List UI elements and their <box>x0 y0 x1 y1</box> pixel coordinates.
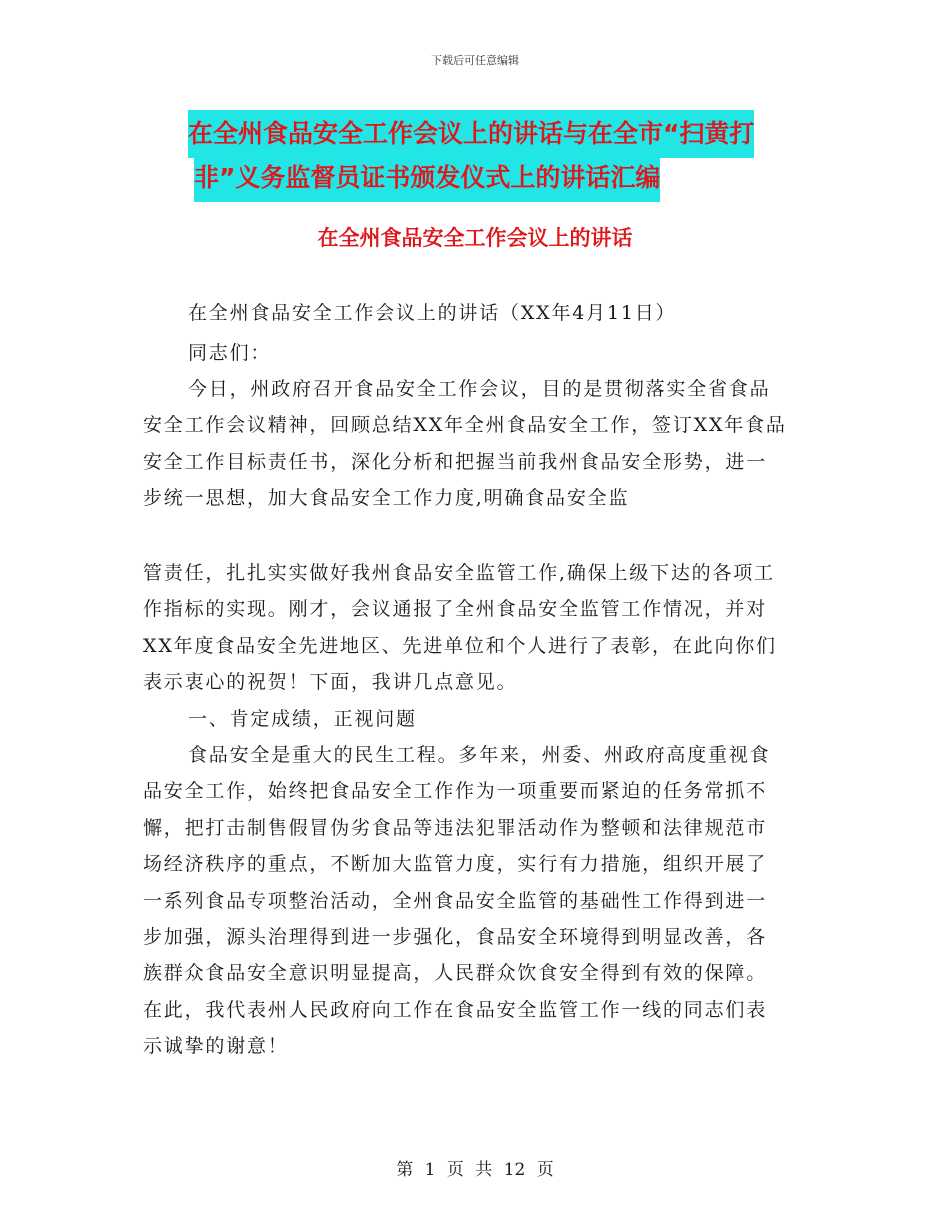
section-title: 在全州食品安全工作会议上的讲话 <box>317 226 633 250</box>
paragraph-line: 示诚挚的谢意！ <box>143 1035 289 1057</box>
paragraph-line: 安全工作目标责任书，深化分析和把握当前我州食品安全形势，进一 <box>143 451 768 473</box>
paragraph-line: XX年度食品安全先进地区、先进单位和个人进行了表彰，在此向你们 <box>143 635 777 657</box>
title-line-2: 非”义务监督员证书颁发仪式上的讲话汇编 <box>194 154 660 202</box>
paragraph-line: 懈，把打击制售假冒伪劣食品等违法犯罪活动作为整顿和法律规范市 <box>143 817 768 839</box>
speech-date-line: 在全州食品安全工作会议上的讲话（XX年4月11日） <box>188 302 677 324</box>
paragraph-line: 在此，我代表州人民政府向工作在食品安全监管工作一线的同志们表 <box>143 999 768 1021</box>
paragraph-line: 今日，州政府召开食品安全工作会议，目的是贯彻落实全省食品 <box>188 378 771 400</box>
paragraph-line: 食品安全是重大的民生工程。多年来，州委、州政府高度重视食 <box>188 744 771 766</box>
paragraph-line: 步统一思想，加大食品安全工作力度,明确食品安全监 <box>143 487 630 509</box>
paragraph-line: 品安全工作，始终把食品安全工作作为一项重要而紧迫的任务常抓不 <box>143 780 768 802</box>
section-heading: 一、肯定成绩，正视问题 <box>188 708 417 730</box>
paragraph-line: 一系列食品专项整治活动，全州食品安全监管的基础性工作得到进一 <box>143 890 768 912</box>
header-note: 下载后可任意编辑 <box>431 54 519 67</box>
paragraph-line: 表示衷心的祝贺！下面，我讲几点意见。 <box>143 671 518 693</box>
salutation: 同志们： <box>188 342 272 364</box>
paragraph-line: 作指标的实现。刚才，会议通报了全州食品安全监管工作情况，并对 <box>143 598 768 620</box>
paragraph-line: 安全工作会议精神，回顾总结XX年全州食品安全工作，签订XX年食品 <box>143 414 787 436</box>
paragraph-line: 管责任，扎扎实实做好我州食品安全监管工作,确保上级下达的各项工 <box>143 562 775 584</box>
paragraph-line: 族群众食品安全意识明显提高，人民群众饮食安全得到有效的保障。 <box>143 962 768 984</box>
title-line-1: 在全州食品安全工作会议上的讲话与在全市“扫黄打 <box>188 110 754 158</box>
paragraph-line: 步加强，源头治理得到进一步强化，食品安全环境得到明显改善，各 <box>143 926 768 948</box>
paragraph-line: 场经济秩序的重点，不断加大监管力度，实行有力措施，组织开展了 <box>143 853 768 875</box>
page-footer: 第 1 页 共 12 页 <box>396 1160 554 1180</box>
